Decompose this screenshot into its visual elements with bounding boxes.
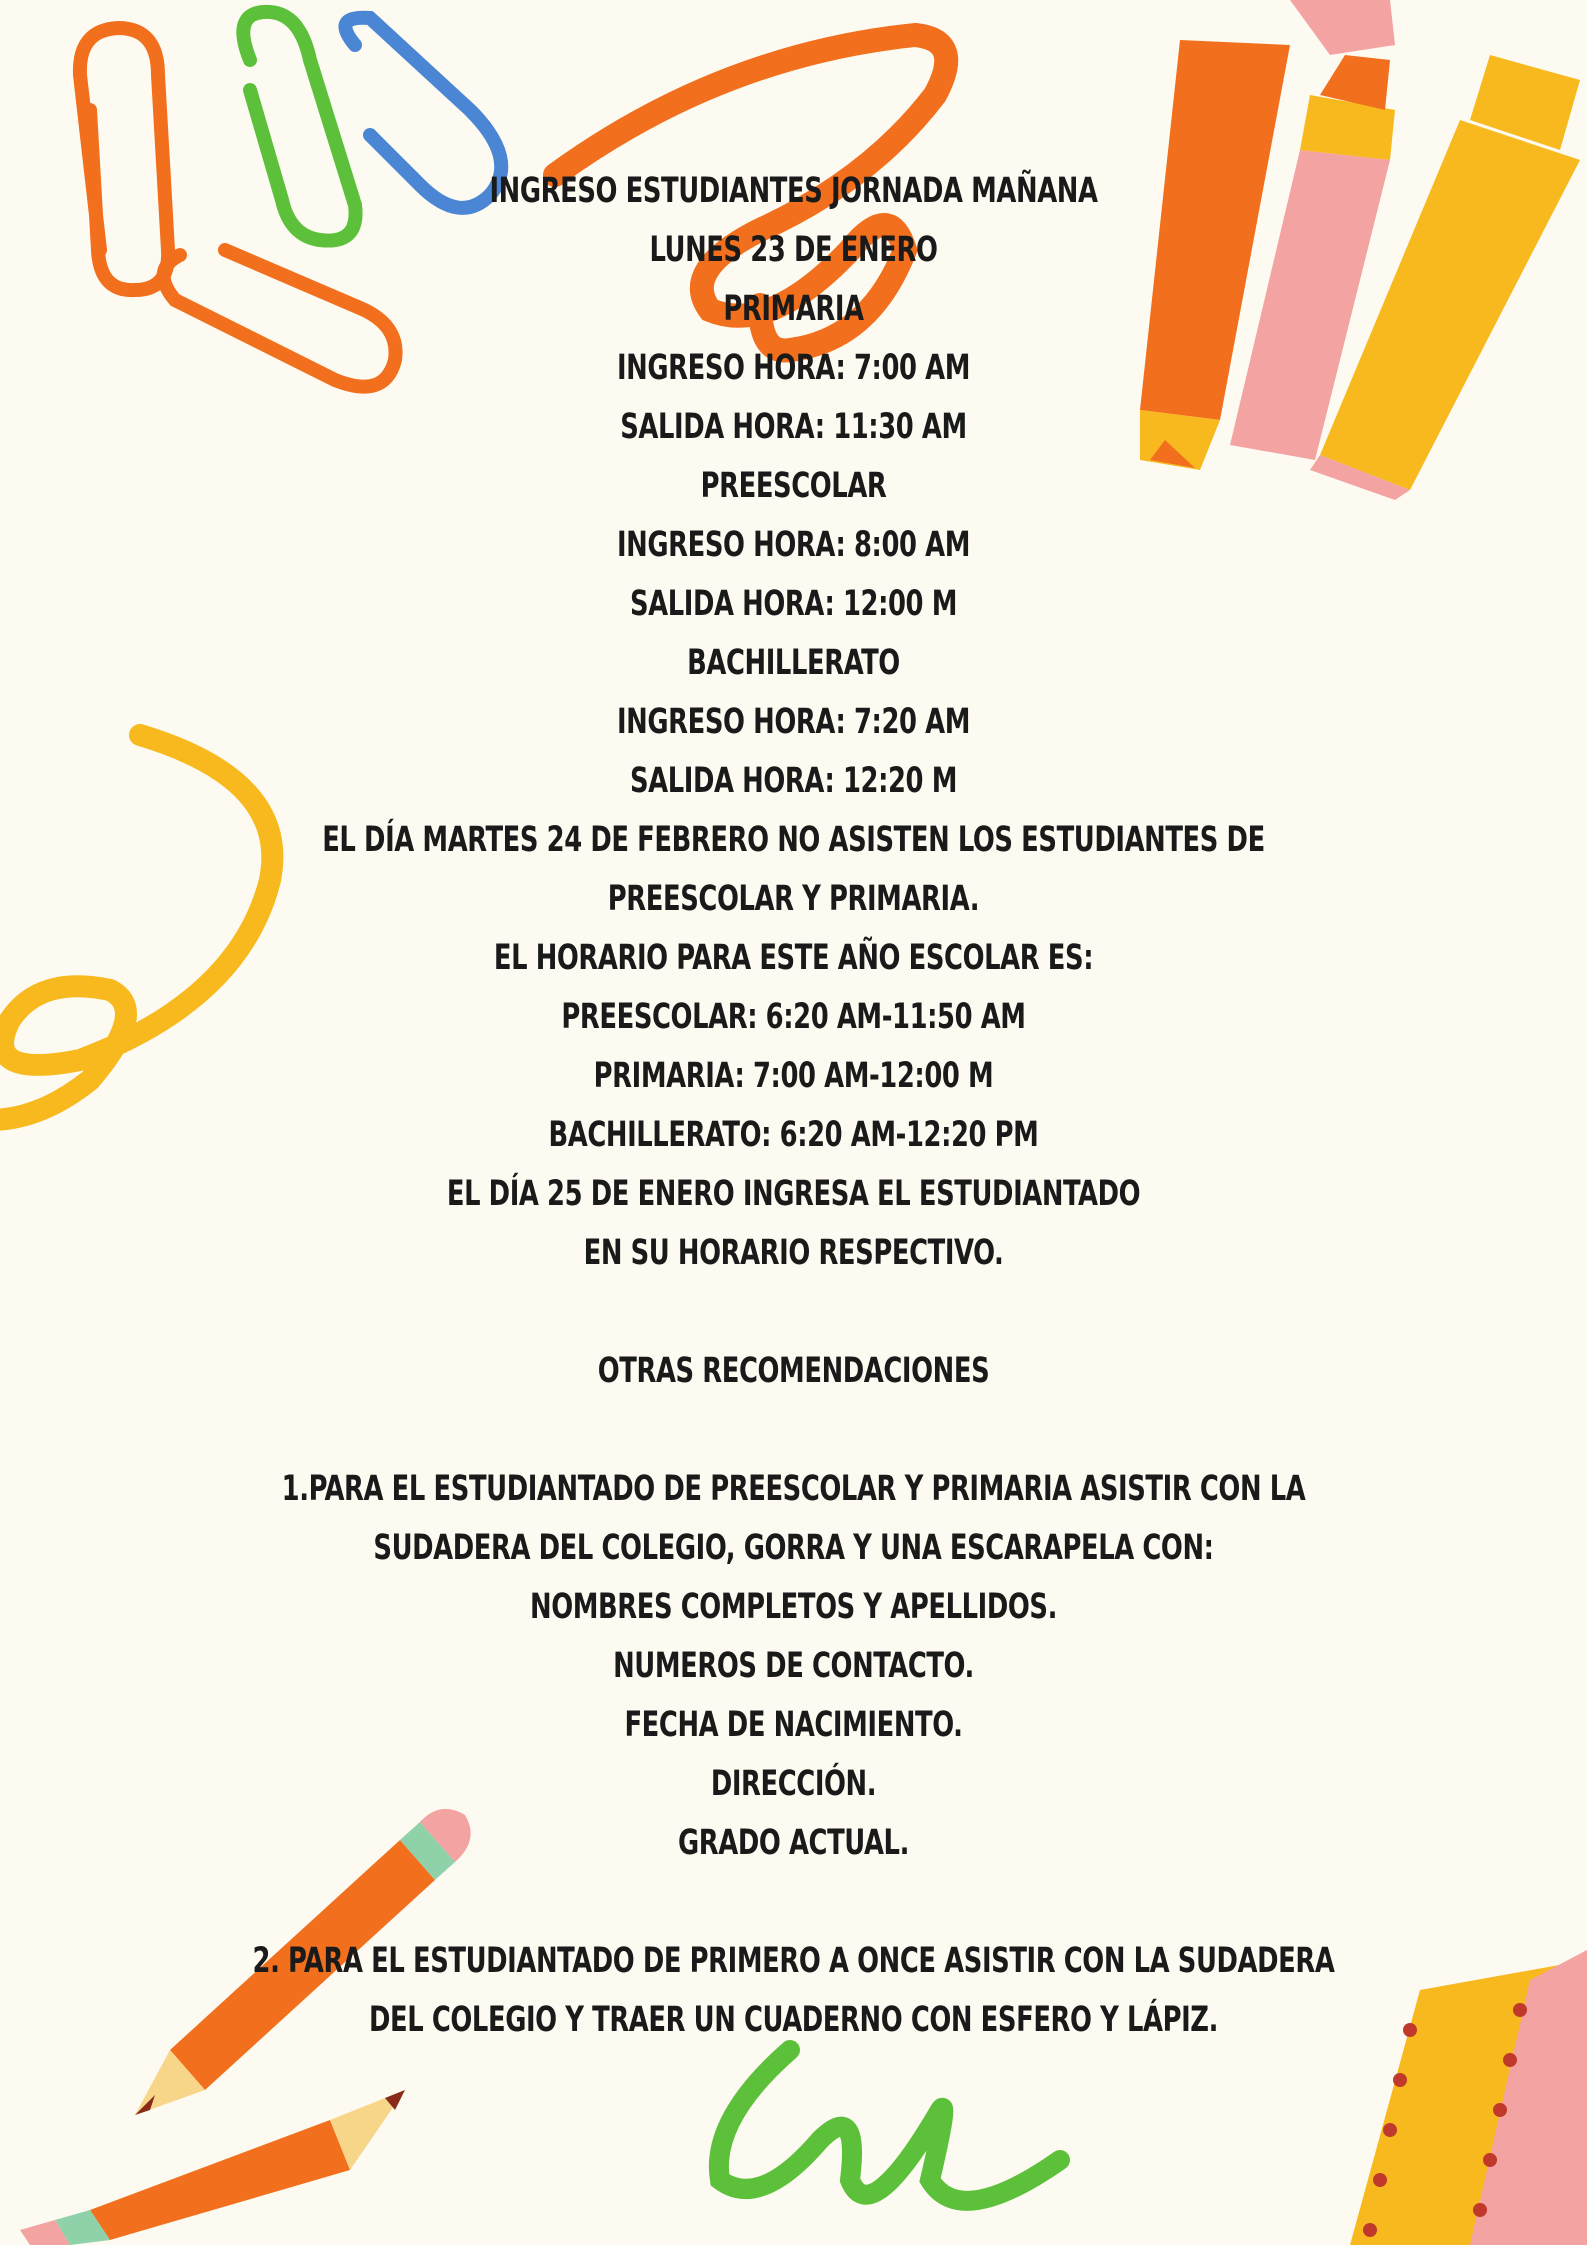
section-primaria: PRIMARIA — [723, 289, 864, 329]
notice-line: EL DÍA MARTES 24 DE FEBRERO NO ASISTEN LOS ESTUDIANTES DE — [322, 820, 1265, 860]
recommendation-1-line: 1.PARA EL ESTUDIANTADO DE PREESCOLAR Y PRIMARIA ASISTIR CON LA — [281, 1469, 1306, 1509]
schedule-primaria: PRIMARIA: 7:00 AM-12:00 M — [593, 1056, 994, 1096]
recommendation-1-item: DIRECCIÓN. — [710, 1764, 877, 1804]
green-scribble-icon — [719, 2050, 1060, 2201]
notice-line: PREESCOLAR Y PRIMARIA. — [607, 879, 980, 919]
notice-line: EL HORARIO PARA ESTE AÑO ESCOLAR ES: — [493, 938, 1094, 978]
section-bachillerato: BACHILLERATO — [687, 643, 900, 683]
recommendation-2-line: DEL COLEGIO Y TRAER UN CUADERNO CON ESFERO Y LÁPIZ. — [368, 2000, 1219, 2040]
section-preescolar: PREESCOLAR — [700, 466, 887, 506]
recommendation-1-item: FECHA DE NACIMIENTO. — [624, 1705, 963, 1745]
bachillerato-salida: SALIDA HORA: 12:20 M — [629, 761, 957, 801]
recommendations-title: OTRAS RECOMENDACIONES — [597, 1351, 990, 1391]
recommendation-2-line: 2. PARA EL ESTUDIANTADO DE PRIMERO A ONCE ASISTIR CON LA SUDADERA — [252, 1941, 1335, 1981]
primaria-salida: SALIDA HORA: 11:30 AM — [620, 407, 967, 447]
spacer — [0, 1401, 1587, 1460]
notice-title: INGRESO ESTUDIANTES JORNADA MAÑANA — [489, 171, 1098, 211]
spacer — [0, 1873, 1587, 1932]
primaria-ingreso: INGRESO HORA: 7:00 AM — [616, 348, 971, 388]
recommendation-1-item: GRADO ACTUAL. — [678, 1823, 909, 1863]
notice-line: EL DÍA 25 DE ENERO INGRESA EL ESTUDIANTADO — [446, 1174, 1141, 1214]
bachillerato-ingreso: INGRESO HORA: 7:20 AM — [616, 702, 971, 742]
schedule-bachillerato: BACHILLERATO: 6:20 AM-12:20 PM — [548, 1115, 1039, 1155]
notice-content — [0, 162, 1587, 2050]
recommendation-1-item: NOMBRES COMPLETOS Y APELLIDOS. — [529, 1587, 1058, 1627]
recommendation-1-line: SUDADERA DEL COLEGIO, GORRA Y UNA ESCARAPELA CON: — [373, 1528, 1214, 1568]
schedule-preescolar: PREESCOLAR: 6:20 AM-11:50 AM — [561, 997, 1026, 1037]
preescolar-ingreso: INGRESO HORA: 8:00 AM — [616, 525, 971, 565]
preescolar-salida: SALIDA HORA: 12:00 M — [629, 584, 957, 624]
recommendation-1-item: NUMEROS DE CONTACTO. — [613, 1646, 974, 1686]
notice-line: EN SU HORARIO RESPECTIVO. — [583, 1233, 1004, 1273]
notice-date: LUNES 23 DE ENERO — [649, 230, 938, 270]
spacer — [0, 1283, 1587, 1342]
